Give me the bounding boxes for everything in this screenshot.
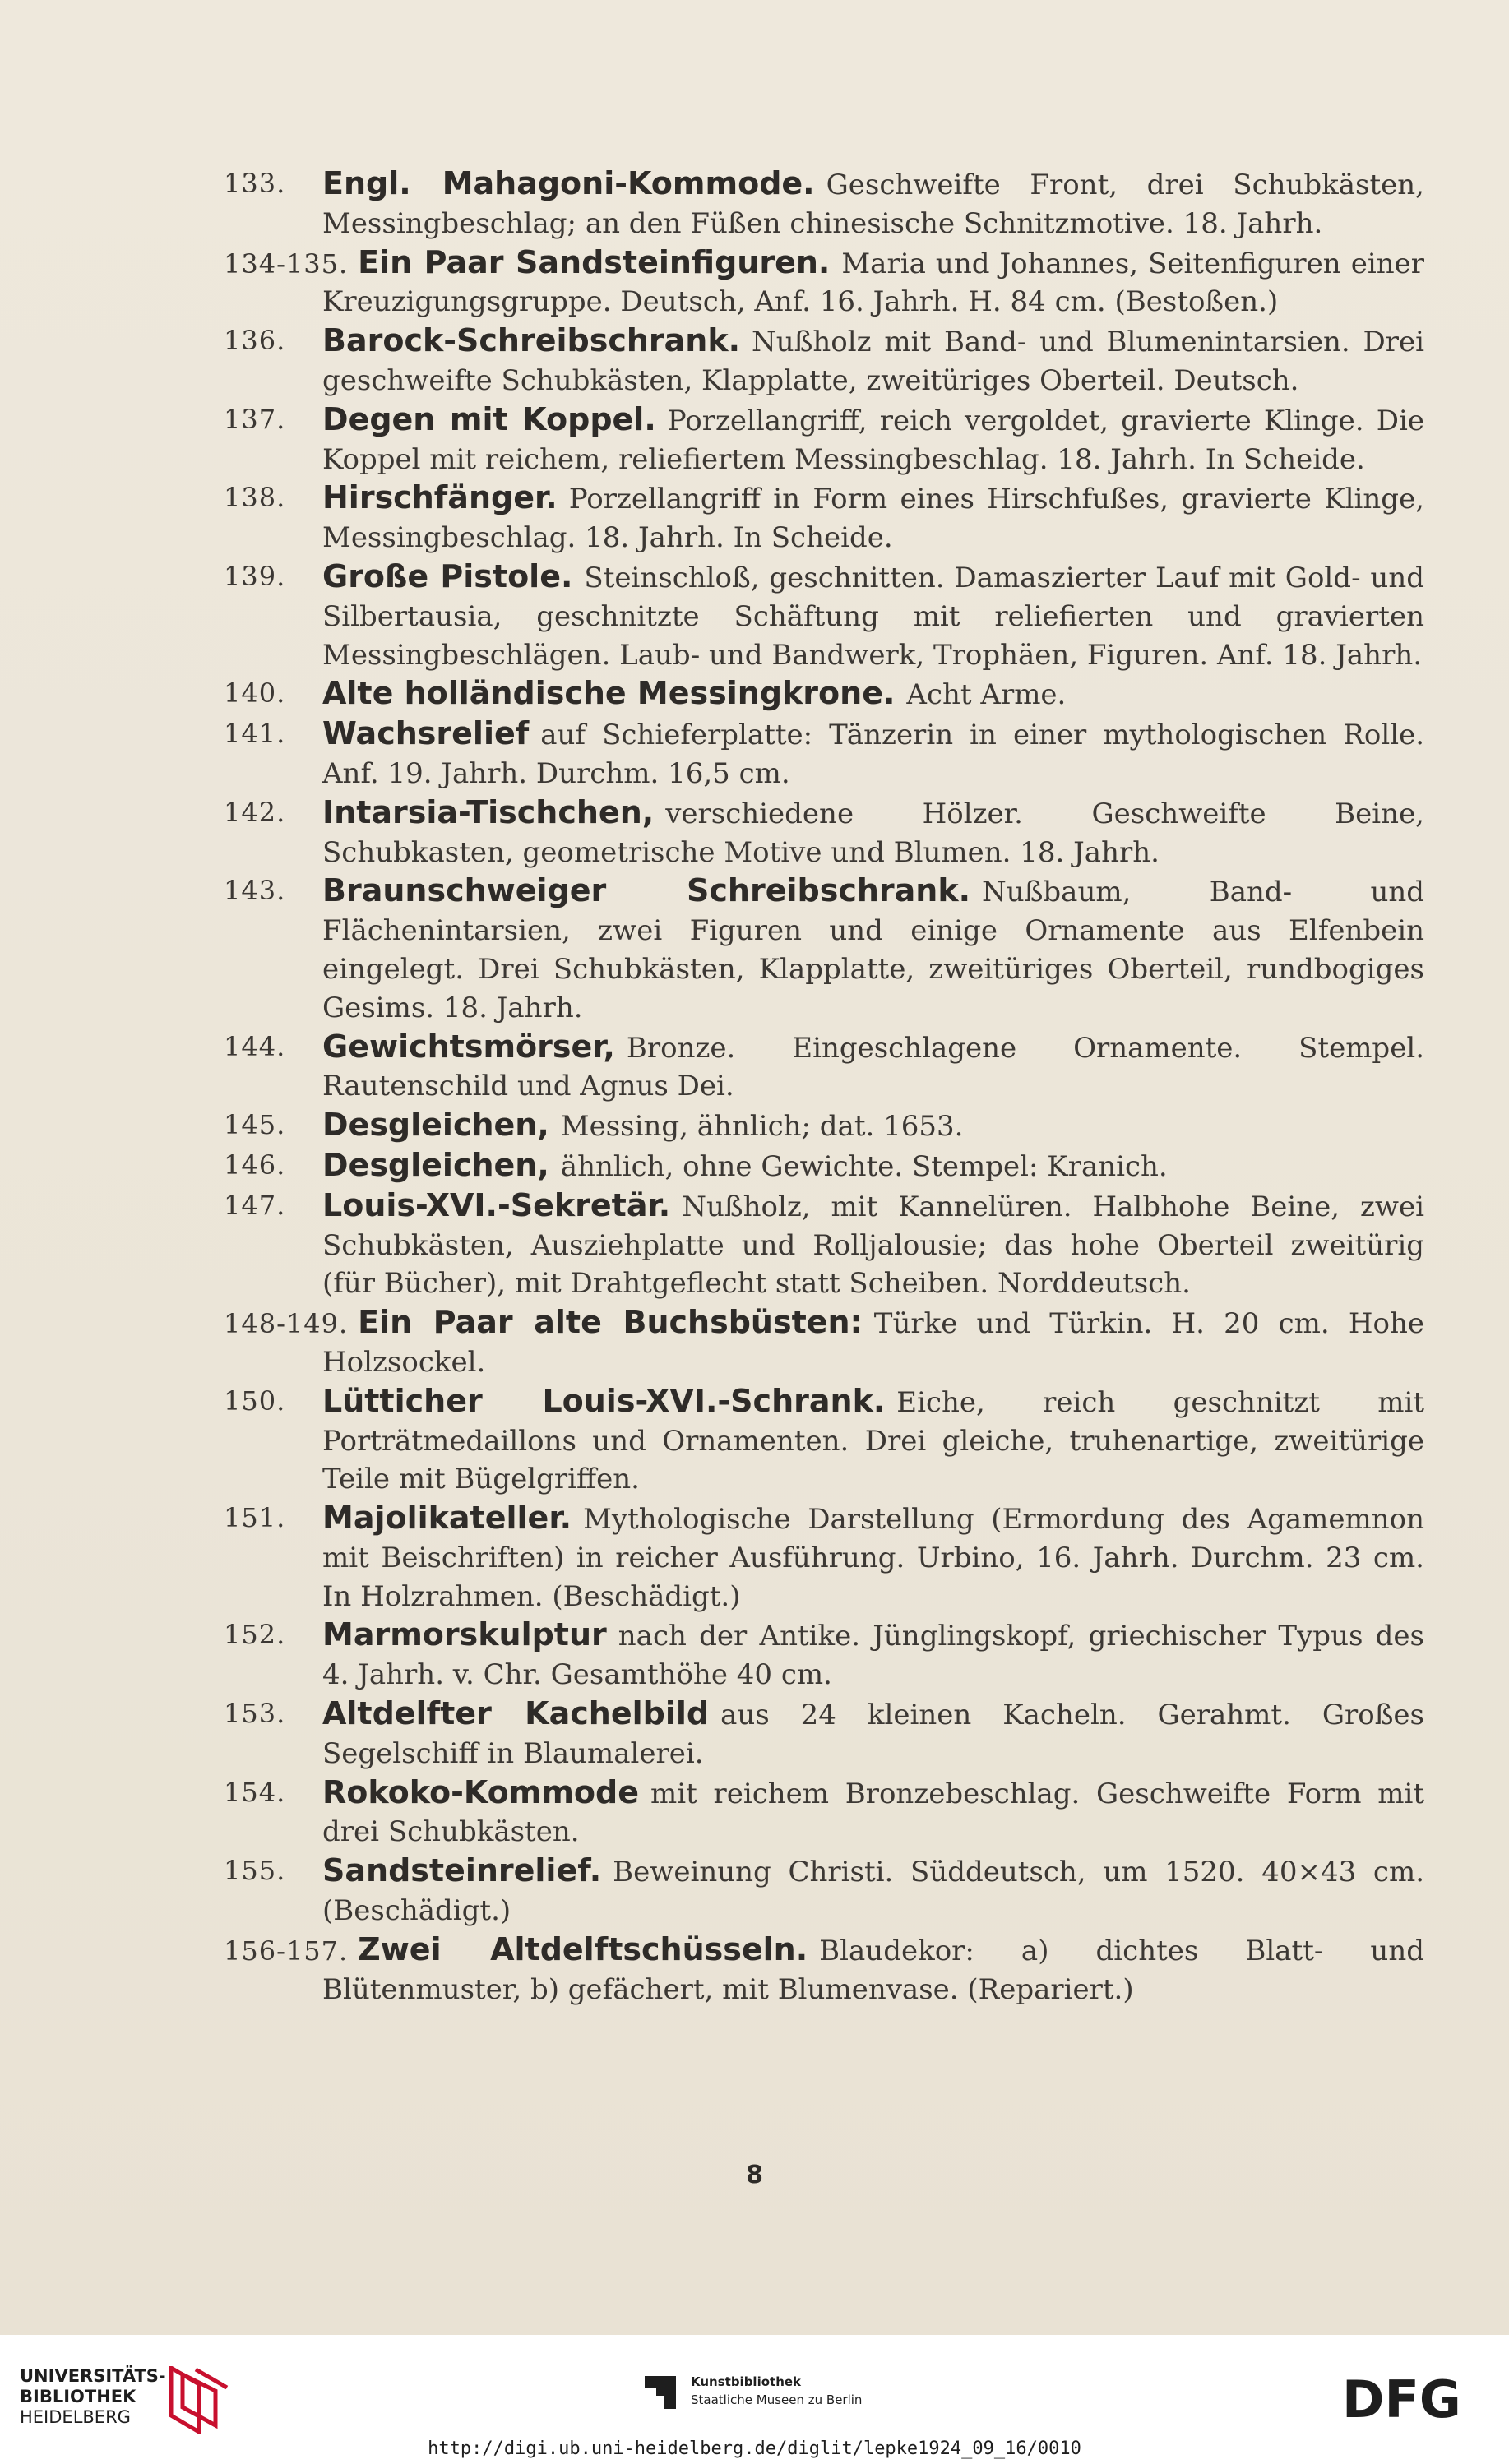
kb-line2: Staatliche Museen zu Berlin	[691, 2392, 863, 2407]
entry-title: Wachsrelief	[322, 715, 530, 752]
page-number: 8	[746, 2161, 763, 2189]
catalog-entry	[224, 871, 1424, 1027]
catalog-entry	[224, 400, 1424, 479]
entry-description: auf Schieferplatte: Tänzerin in einer mythologischen Rolle. Anf. 19. Jahrh. Durchm. 16,5 cm.	[322, 719, 1424, 790]
ub-heidelberg-logo[interactable]	[20, 2366, 234, 2440]
catalog-entry	[224, 164, 1424, 243]
entry-number: 142.	[224, 796, 286, 828]
entry-number: 154.	[224, 1776, 286, 1808]
entry-description: Eiche, reich geschnitzt mit Porträtmedaillons und Ornamenten. Drei gleiche, truhenartige, zweitürige Teile mit Bügelgriffen.	[322, 1385, 1425, 1496]
catalog-entry	[224, 243, 1424, 322]
entry-number: 145.	[224, 1109, 286, 1141]
entry-description: Bronze. Eingeschlagene Ornamente. Stempel. Rautenschild und Agnus Dei.	[322, 1031, 1424, 1103]
entry-title: Louis-XVI.-Sekretär.	[322, 1186, 671, 1223]
catalog-entry	[224, 1303, 1424, 1382]
entry-title: Alte holländische Messingkrone.	[322, 675, 896, 712]
catalog-entry	[224, 1382, 1424, 1499]
entry-title: Marmorskulptur	[322, 1616, 607, 1653]
catalog-entry	[224, 1694, 1424, 1773]
entry-number: 146.	[224, 1149, 286, 1181]
catalog-entry	[224, 1930, 1424, 2009]
entry-number: 133.	[224, 168, 286, 199]
entry-description: Acht Arme.	[906, 678, 1067, 712]
entry-title: Desgleichen,	[322, 1146, 549, 1183]
entry-number: 138.	[224, 482, 286, 514]
catalog-entry	[224, 1028, 1424, 1107]
entry-number: 151.	[224, 1502, 286, 1534]
catalog-entry	[224, 1106, 1424, 1146]
kunstbibliothek-mark-icon	[641, 2371, 683, 2415]
entry-title: Majolikateller.	[322, 1500, 572, 1537]
entry-number: 139.	[224, 560, 286, 592]
entry-description: Mythologische Darstellung (Ermordung des Agamemnon mit Beischriften) in reicher Ausführung. Urbino, 16. Jahrh. Durchm. 23 cm. In Holzrahmen. (Beschädigt.)	[322, 1503, 1424, 1613]
catalog-entry	[224, 1499, 1424, 1616]
entry-description: Nußholz, mit Kannelüren. Halbhohe Beine, zwei Schubkästen, Ausziehplatte und Rolljalousie; das hohe Oberteil zweitürig (für Bücher), mit Drahtgeflecht statt Scheiben. Norddeutsch.	[322, 1190, 1424, 1301]
entry-title: Engl. Mahagoni-Kommode.	[322, 165, 815, 201]
entry-number: 148-149.	[224, 1308, 349, 1340]
dfg-logo[interactable]	[1342, 2376, 1492, 2422]
entry-description: aus 24 kleinen Kacheln. Gerahmt. Großes Segelschiff in Blaumalerei.	[322, 1699, 1424, 1770]
entry-title: Rokoko-Kommode	[322, 1773, 640, 1810]
catalog-entries	[224, 164, 1424, 2009]
entry-title: Desgleichen,	[322, 1107, 549, 1144]
entry-number: 150.	[224, 1385, 286, 1417]
entry-title: Gewichtsmörser,	[322, 1028, 615, 1065]
entry-description: Nußholz mit Band- und Blumenintarsien. Drei geschweifte Schubkästen, Klapplatte, zweitüriges Oberteil. Deutsch.	[322, 326, 1424, 397]
entry-number: 144.	[224, 1030, 286, 1062]
entry-description: Messing, ähnlich; dat. 1653.	[560, 1110, 964, 1144]
ub-line1: UNIVERSITÄTS-	[20, 2366, 166, 2386]
entry-number: 134-135.	[224, 247, 349, 280]
catalog-entry	[224, 1851, 1424, 1930]
entry-number: 153.	[224, 1698, 286, 1730]
entry-title: Sandsteinrelief.	[322, 1852, 602, 1889]
entry-description: mit reichem Bronzebeschlag. Geschweifte Form mit drei Schubkästen.	[322, 1777, 1424, 1849]
entry-title: Intarsia-Tischchen,	[322, 793, 655, 830]
catalog-entry	[224, 557, 1424, 674]
entry-number: 143.	[224, 875, 286, 907]
entry-description: Nußbaum, Band- und Flächenintarsien, zwei Figuren und einige Ornamente aus Elfenbein eingelegt. Drei Schubkästen, Klapplatte, zweitüriges Oberteil, rundbogiges Gesims. 18. Jahrh.	[322, 876, 1424, 1024]
entry-title: Ein Paar alte Buchsbüsten:	[358, 1304, 863, 1341]
entry-description: Porzellangriff in Form eines Hirschfußes, gravierte Klinge, Messingbeschlag. 18. Jahrh. In Scheide.	[322, 483, 1424, 555]
entry-description: verschiedene Hölzer. Geschweifte Beine, Schubkasten, geometrische Motive und Blumen. 18. Jahrh.	[322, 797, 1424, 869]
entry-number: 141.	[224, 718, 286, 750]
catalog-entry	[224, 714, 1424, 793]
entry-title: Lütticher Louis-XVI.-Schrank.	[322, 1382, 886, 1419]
catalog-entry	[224, 674, 1424, 714]
dfg-logo-text: DFG	[1342, 2376, 1461, 2422]
entry-number: 137.	[224, 403, 286, 435]
entry-description: Steinschloß, geschnitten. Damaszierter Lauf mit Gold- und Silbertausia, geschnitzte Schäftung mit reliefierten und gravierten Messingbeschlägen. Laub- und Bandwerk, Trophäen, Figuren. Anf. 18. Jahrh.	[322, 561, 1424, 672]
entry-number: 155.	[224, 1855, 286, 1887]
entry-number: 147.	[224, 1189, 286, 1221]
entry-title: Barock-Schreibschrank.	[322, 322, 741, 359]
ub-line2: BIBLIOTHEK	[20, 2387, 137, 2406]
ub-line3: HEIDELBERG	[20, 2407, 131, 2427]
catalog-entry	[224, 1773, 1424, 1852]
catalog-entry	[224, 793, 1424, 872]
catalog-entry	[224, 1146, 1424, 1186]
entry-number: 140.	[224, 677, 286, 710]
catalog-entry	[224, 478, 1424, 557]
entry-description: Geschweifte Front, drei Schubkästen, Messingbeschlag; an den Füßen chinesische Schnitzmotive. 18. Jahrh.	[322, 169, 1424, 240]
ub-mark-icon	[166, 2366, 230, 2434]
kb-line1: Kunstbibliothek	[691, 2374, 802, 2389]
entry-description: Beweinung Christi. Süddeutsch, um 1520. 40×43 cm. (Beschädigt.)	[322, 1856, 1424, 1928]
entry-title: Große Pistole.	[322, 557, 573, 594]
entry-description: Türke und Türkin. H. 20 cm. Hohe Holzsockel.	[322, 1307, 1424, 1379]
entry-title: Braunschweiger Schreibschrank.	[322, 872, 971, 909]
entry-title: Ein Paar Sandsteinfiguren.	[358, 243, 831, 280]
entry-description: Porzellangriff, reich vergoldet, gravierte Klinge. Die Koppel mit reichem, reliefiertem Messingbeschlag. 18. Jahrh. In Scheide.	[322, 404, 1425, 476]
catalog-entry	[224, 1186, 1424, 1303]
source-url[interactable]: http://digi.ub.uni-heidelberg.de/diglit/lepke1924_09_16/0010	[428, 2439, 1081, 2459]
entry-title: Degen mit Koppel.	[322, 400, 656, 437]
entry-description: Blaudekor: a) dichtes Blatt- und Blütenmuster, b) gefächert, mit Blumenvase. (Repariert.)	[322, 1934, 1424, 2006]
footer-bar	[0, 2335, 1509, 2464]
entry-number: 156-157.	[224, 1935, 349, 1967]
catalog-entry	[224, 321, 1424, 400]
entry-title: Altdelfter Kachelbild	[322, 1695, 710, 1732]
entry-description: nach der Antike. Jünglingskopf, griechischer Typus des 4. Jahrh. v. Chr. Gesamthöhe 40 cm.	[322, 1620, 1424, 1692]
entry-title: Zwei Altdelftschüsseln.	[358, 1930, 808, 1967]
kunstbibliothek-logo[interactable]	[641, 2368, 954, 2425]
catalog-entry	[224, 1616, 1424, 1694]
entry-number: 152.	[224, 1619, 286, 1651]
entry-description: ähnlich, ohne Gewichte. Stempel: Kranich.	[560, 1149, 1168, 1183]
entry-description: Maria und Johannes, Seitenfiguren einer Kreuzigungsgruppe. Deutsch, Anf. 16. Jahrh. H. 84 cm. (Bestoßen.)	[322, 247, 1425, 319]
entry-title: Hirschfänger.	[322, 479, 558, 516]
entry-number: 136.	[224, 325, 286, 357]
